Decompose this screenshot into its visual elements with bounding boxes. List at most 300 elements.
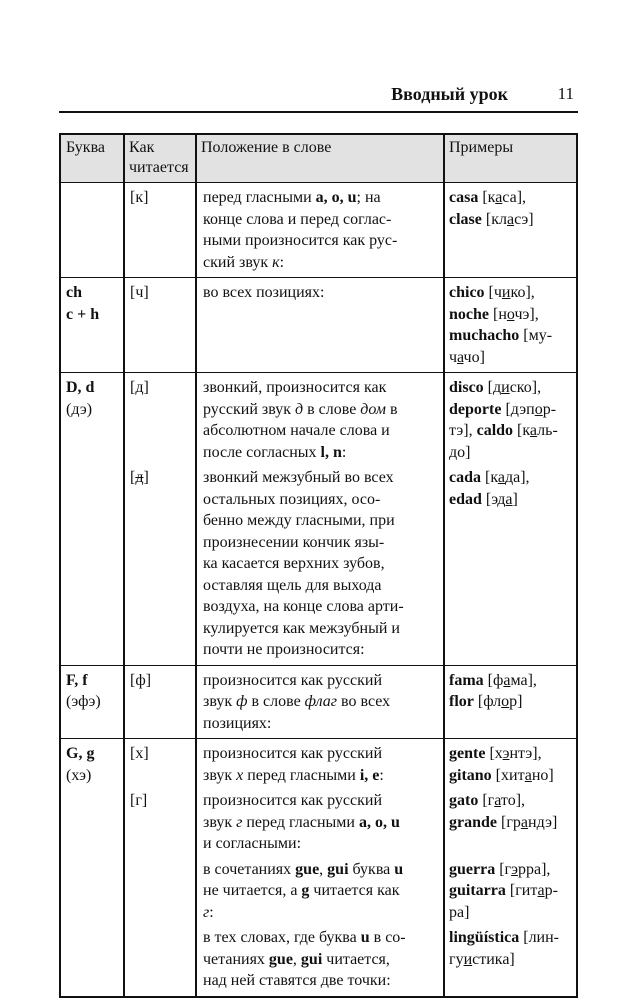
text-line xyxy=(66,743,120,765)
text-line xyxy=(203,532,444,554)
text-run: [к xyxy=(513,422,530,439)
text-line xyxy=(130,743,196,765)
text-run: [к] xyxy=(130,189,149,206)
text-run: [х xyxy=(485,745,503,762)
text-run: [к xyxy=(478,189,496,206)
row-blocks xyxy=(124,739,576,996)
letter-cell xyxy=(61,278,124,372)
text-line xyxy=(449,790,576,812)
position-cell xyxy=(196,187,444,273)
text-run: буква xyxy=(348,860,395,878)
text-run: р- xyxy=(542,400,557,418)
text-run: абсолютном начале слова и xyxy=(203,422,390,439)
text-run: : xyxy=(341,443,347,461)
table-row xyxy=(61,372,576,665)
text-line xyxy=(449,489,576,511)
text-line xyxy=(203,510,444,532)
text-run: в сочетаниях xyxy=(203,860,296,878)
bold-term: deporte xyxy=(449,400,502,418)
text-run: ма], xyxy=(510,671,537,689)
table-header-row xyxy=(61,135,576,182)
reading-cell xyxy=(124,187,196,273)
text-run: [д] xyxy=(130,379,149,396)
column-divider xyxy=(195,135,197,996)
text-run: ндэ] xyxy=(528,813,558,831)
bold-term: muchacho xyxy=(449,327,520,344)
bold-term: grande xyxy=(449,813,497,831)
text-line xyxy=(449,377,576,399)
text-line xyxy=(449,859,576,881)
text-run: р- xyxy=(544,882,558,899)
text-line xyxy=(449,282,576,304)
text-run: , xyxy=(319,860,328,878)
text-run: почти не произносится: xyxy=(203,641,365,658)
text-line xyxy=(203,596,444,618)
chapter-title: Вводный урок xyxy=(391,84,508,104)
text-run: : xyxy=(279,253,285,271)
text-run: [ч xyxy=(484,284,502,301)
sound-block xyxy=(124,282,576,368)
text-line xyxy=(66,765,120,787)
examples-cell xyxy=(444,790,576,855)
position-cell xyxy=(196,743,444,786)
sound-block xyxy=(124,377,576,463)
pronunciation-table xyxy=(59,133,578,998)
text-run: (эфэ) xyxy=(66,693,101,710)
reading-cell xyxy=(124,467,196,661)
letter-cell xyxy=(61,666,124,739)
text-run: [му- xyxy=(519,327,553,344)
text-run: воздуха, на конце слова арти- xyxy=(203,598,404,615)
text-run: конце слова и перед соглас- xyxy=(203,210,392,228)
text-run: и согласными: xyxy=(203,835,302,852)
page-number: 11 xyxy=(557,84,574,103)
table-row xyxy=(61,738,576,996)
text-line xyxy=(203,282,444,304)
row-blocks xyxy=(124,666,576,739)
text-line xyxy=(449,467,576,489)
running-head xyxy=(59,84,578,108)
text-run: но] xyxy=(531,766,554,784)
letter-cell xyxy=(61,183,124,277)
text-run: в со- xyxy=(369,929,406,946)
header-label: Положение в слове xyxy=(201,139,332,156)
text-line xyxy=(449,691,576,713)
text-line xyxy=(203,713,444,735)
bold-term: lingüística xyxy=(449,929,520,946)
text-run: кулируется как межзубный и xyxy=(203,619,400,637)
text-run: стика] xyxy=(472,950,515,968)
text-run: оставляя щель для выхода xyxy=(203,576,382,594)
stressed-vowel: а xyxy=(494,792,501,809)
text-run: са], xyxy=(502,189,527,206)
italic-term: дом xyxy=(360,400,386,418)
text-run: [г xyxy=(495,860,512,878)
header-position xyxy=(196,135,444,182)
text-line xyxy=(203,187,444,209)
text-line xyxy=(203,902,444,924)
text-run: после согласных xyxy=(203,443,321,461)
text-line xyxy=(66,377,120,399)
text-run: [кл xyxy=(481,210,507,228)
stressed-vowel: а xyxy=(537,882,545,899)
text-line xyxy=(130,670,196,692)
text-line xyxy=(203,377,444,399)
text-line xyxy=(66,304,120,326)
text-run: до] xyxy=(449,443,471,461)
bold-term: F, f xyxy=(66,671,88,689)
bold-term: l, n xyxy=(320,443,342,461)
examples-cell xyxy=(444,377,576,463)
stressed-vowel: и xyxy=(501,379,510,396)
text-line xyxy=(130,187,196,209)
bold-term: gui xyxy=(327,860,349,878)
interdental-symbol: д xyxy=(135,469,144,486)
sound-block xyxy=(124,790,576,855)
sound-block xyxy=(124,743,576,786)
position-cell xyxy=(196,927,444,992)
bold-term: cada xyxy=(449,469,481,486)
text-line xyxy=(449,187,576,209)
stressed-vowel: а xyxy=(505,490,513,508)
bold-term: gue xyxy=(268,950,293,968)
text-run: чо] xyxy=(463,348,485,366)
sound-block xyxy=(124,467,576,661)
bold-term: edad xyxy=(449,490,482,508)
text-run: читается как xyxy=(309,882,400,899)
header-examples xyxy=(444,135,576,182)
text-line xyxy=(449,902,576,924)
bold-term: u xyxy=(394,860,404,878)
text-line xyxy=(449,347,576,369)
bold-term: G, g xyxy=(66,745,95,762)
sound-block xyxy=(124,859,576,924)
text-run: ко], xyxy=(510,284,535,301)
header-rule xyxy=(59,111,578,113)
bold-term: D, d xyxy=(66,379,95,396)
text-run: звук xyxy=(203,813,237,831)
text-run: ч xyxy=(449,348,458,366)
bold-term: gitano xyxy=(449,766,492,784)
position-cell xyxy=(196,859,444,924)
text-line xyxy=(449,209,576,231)
bold-term: casa xyxy=(449,189,479,206)
bold-term: i, e xyxy=(359,766,380,784)
position-cell xyxy=(196,282,444,368)
text-run: ] xyxy=(512,490,518,508)
header-label: Как xyxy=(129,139,155,156)
header-letter xyxy=(61,135,124,182)
text-line xyxy=(203,489,444,511)
bold-term: chico xyxy=(449,284,485,301)
text-run: [ xyxy=(130,469,136,486)
text-run: нтэ], xyxy=(509,745,542,762)
text-line xyxy=(449,304,576,326)
text-run: произносится как русский xyxy=(203,745,383,762)
examples-cell xyxy=(444,670,576,735)
text-run: ский звук xyxy=(203,253,273,271)
text-line xyxy=(203,790,444,812)
text-run: остальных позициях, осо- xyxy=(203,490,381,508)
stressed-vowel: а xyxy=(495,189,503,206)
text-run: (хэ) xyxy=(66,766,92,784)
stressed-vowel: а xyxy=(506,210,515,228)
text-run: [н xyxy=(489,305,507,323)
text-line xyxy=(203,467,444,489)
text-run: (дэ) xyxy=(66,400,93,418)
text-run: [ч] xyxy=(130,284,149,301)
text-run: произносится как русский xyxy=(203,671,383,689)
text-run: тэ], xyxy=(449,422,477,439)
italic-term: г xyxy=(236,813,243,831)
reading-cell xyxy=(124,377,196,463)
text-line xyxy=(66,399,120,421)
text-line xyxy=(449,325,576,347)
stressed-vowel: а xyxy=(520,813,528,831)
text-run: рра], xyxy=(517,860,551,878)
header-label: читается xyxy=(129,159,189,176)
stressed-vowel: э xyxy=(502,745,510,762)
stressed-vowel: э xyxy=(511,860,518,878)
stressed-vowel: о xyxy=(501,693,510,710)
text-run: ка касается верхних зубов, xyxy=(203,555,385,572)
text-run: ] xyxy=(143,469,149,486)
text-run: в тех словах, где буква xyxy=(203,929,361,946)
text-line xyxy=(203,553,444,575)
text-run: перед гласными xyxy=(243,766,360,784)
text-run: бенно между гласными, при xyxy=(203,512,395,529)
reading-cell xyxy=(124,859,196,924)
sound-block xyxy=(124,927,576,992)
text-run: [г xyxy=(478,792,495,809)
stressed-vowel: и xyxy=(501,284,511,301)
text-run: [гр xyxy=(497,813,521,831)
row-blocks xyxy=(124,183,576,277)
text-run: в xyxy=(386,400,398,418)
text-line xyxy=(203,399,444,421)
text-run: над ней ставятся две точки: xyxy=(203,972,391,989)
examples-cell xyxy=(444,859,576,924)
letter-cell xyxy=(61,373,124,665)
bold-term: fama xyxy=(449,671,484,689)
bold-term: gue xyxy=(295,860,320,878)
text-run: [фл xyxy=(473,693,502,710)
column-divider xyxy=(443,135,445,996)
text-line xyxy=(203,927,444,949)
italic-term: ф xyxy=(236,693,248,710)
stressed-vowel: о xyxy=(534,400,543,418)
text-run: русский звук xyxy=(203,400,295,418)
text-run: позициях: xyxy=(203,714,272,732)
reading-cell xyxy=(124,670,196,735)
text-line xyxy=(449,949,576,971)
text-line xyxy=(449,765,576,787)
text-line xyxy=(203,765,444,787)
sound-block xyxy=(124,670,576,735)
text-line xyxy=(203,970,444,992)
position-cell xyxy=(196,790,444,855)
text-run: перед гласными xyxy=(203,189,316,206)
text-line xyxy=(449,442,576,464)
text-run: звонкий межзубный во всех xyxy=(203,469,394,486)
stressed-vowel: а xyxy=(529,422,538,439)
text-run: , xyxy=(292,950,301,968)
text-line xyxy=(130,377,196,399)
text-line xyxy=(203,833,444,855)
text-run: четаниях xyxy=(203,950,269,968)
text-run: р] xyxy=(509,693,523,710)
reading-cell xyxy=(124,743,196,786)
stressed-vowel: а xyxy=(457,348,464,366)
text-run: [д xyxy=(483,379,502,396)
bold-term: guerra xyxy=(449,860,496,878)
text-run: звонкий, произносится как xyxy=(203,379,387,396)
text-line xyxy=(203,949,444,971)
table-row xyxy=(61,182,576,277)
text-run: не читается, а xyxy=(203,882,302,899)
bold-term: ch xyxy=(66,284,82,301)
text-line xyxy=(203,880,444,902)
text-run: [х] xyxy=(130,745,149,762)
reading-cell xyxy=(124,282,196,368)
bold-term: caldo xyxy=(476,422,514,439)
stressed-vowel: а xyxy=(524,766,532,784)
italic-term: х xyxy=(236,766,244,784)
text-run: звук xyxy=(203,693,237,710)
bold-term: a, o, u xyxy=(315,189,357,206)
bold-term: gente xyxy=(449,745,486,762)
text-line xyxy=(449,399,576,421)
bold-term: disco xyxy=(449,379,484,396)
text-line xyxy=(203,575,444,597)
examples-cell xyxy=(444,743,576,786)
bold-term: g xyxy=(301,882,310,899)
header-label: Примеры xyxy=(449,139,514,156)
text-line xyxy=(203,442,444,464)
text-line xyxy=(203,691,444,713)
position-cell xyxy=(196,467,444,661)
reading-cell xyxy=(124,927,196,992)
row-blocks xyxy=(124,278,576,372)
text-run: во всех позициях: xyxy=(203,284,325,301)
bold-term: c + h xyxy=(66,305,100,323)
text-line xyxy=(203,420,444,442)
text-run: ра] xyxy=(449,903,470,921)
examples-cell xyxy=(444,467,576,661)
text-run: да], xyxy=(504,469,530,486)
text-run: ль- xyxy=(537,422,558,439)
text-run: : xyxy=(209,903,214,921)
row-blocks xyxy=(124,373,576,665)
text-run: звук xyxy=(203,766,237,784)
text-line xyxy=(203,743,444,765)
text-line xyxy=(449,420,576,442)
text-run: в слове xyxy=(303,400,361,418)
stressed-vowel: о xyxy=(506,305,515,323)
position-cell xyxy=(196,377,444,463)
bold-term: gato xyxy=(449,792,479,809)
bold-term: guitarra xyxy=(449,882,506,899)
text-line xyxy=(66,670,120,692)
text-line xyxy=(130,282,196,304)
text-run: ными произносится как рус- xyxy=(203,232,398,249)
italic-term: г xyxy=(203,903,210,921)
header-label: Буква xyxy=(66,139,106,156)
text-line xyxy=(203,230,444,252)
text-run: чэ], xyxy=(514,305,539,323)
text-line xyxy=(203,209,444,231)
text-line xyxy=(203,859,444,881)
text-run: ; на xyxy=(356,189,381,206)
bold-term: noche xyxy=(449,305,489,323)
text-run: перед гласными xyxy=(242,813,359,831)
italic-term: флаг xyxy=(304,693,338,710)
bold-term: gui xyxy=(300,950,323,968)
text-line xyxy=(449,880,576,902)
table-row xyxy=(61,665,576,739)
table-row xyxy=(61,277,576,372)
text-run: гу xyxy=(449,950,464,968)
text-line xyxy=(203,812,444,834)
text-run: [ф xyxy=(483,671,504,689)
sound-block xyxy=(124,187,576,273)
examples-cell xyxy=(444,282,576,368)
stressed-vowel: а xyxy=(497,469,505,486)
examples-cell xyxy=(444,187,576,273)
bold-term: flor xyxy=(449,693,474,710)
text-run: в слове xyxy=(247,693,305,710)
reading-cell xyxy=(124,790,196,855)
text-run: [г] xyxy=(130,792,148,809)
text-run: то], xyxy=(500,792,526,809)
text-run: [ф] xyxy=(130,671,152,689)
examples-cell xyxy=(444,927,576,992)
text-line xyxy=(130,467,196,489)
position-cell xyxy=(196,670,444,735)
bold-term: u xyxy=(360,929,370,946)
italic-term: д xyxy=(295,400,304,418)
text-line xyxy=(130,790,196,812)
header-reading xyxy=(124,135,196,182)
bold-term: clase xyxy=(449,210,482,228)
text-run: произнесении кончик язы- xyxy=(203,533,385,551)
text-line xyxy=(66,691,120,713)
stressed-vowel: а xyxy=(503,671,511,689)
text-run: читается, xyxy=(322,950,390,968)
text-run: [гит xyxy=(505,882,538,899)
text-run: сэ] xyxy=(514,210,534,228)
text-line xyxy=(449,670,576,692)
text-line xyxy=(203,252,444,274)
text-run: [хит xyxy=(491,766,525,784)
text-line xyxy=(449,927,576,949)
text-line xyxy=(66,282,120,304)
italic-term: к xyxy=(272,253,280,271)
text-run: во всех xyxy=(337,693,391,710)
text-run: [лин- xyxy=(519,929,559,946)
text-line xyxy=(449,743,576,765)
text-line xyxy=(203,618,444,640)
letter-cell xyxy=(61,739,124,996)
stressed-vowel: и xyxy=(463,950,473,968)
text-line xyxy=(203,639,444,661)
text-run: произносится как русский xyxy=(203,792,383,809)
column-divider xyxy=(123,135,125,996)
text-line xyxy=(449,812,576,834)
bold-term: a, o, u xyxy=(359,813,400,831)
text-run: : xyxy=(379,766,384,784)
text-run: ско], xyxy=(509,379,542,396)
